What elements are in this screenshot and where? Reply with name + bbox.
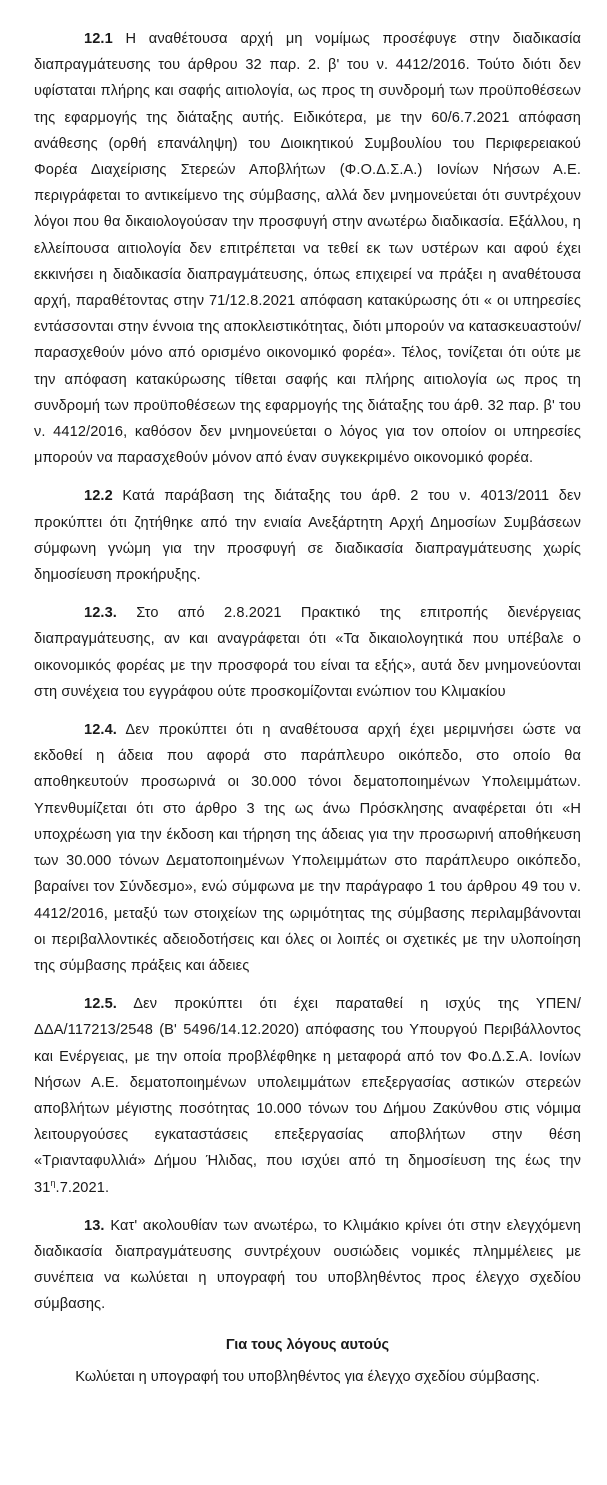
- paragraph-number: 12.2: [84, 488, 113, 505]
- paragraph-text: Δεν προκύπτει ότι έχει παραταθεί η ισχύς της ΥΠΕΝ/ΔΔΑ/117213/2548 (Β' 5496/14.12.2020) απόφασης του Υπουργού Περιβάλλοντος και Ενέργειας, με την οποία προβλέφθηκε η μεταφορά από τον Φο.Δ.Σ.Α. Ιονίων Νήσων Α.Ε. δεματοποιημένων υπολειμμάτων επεξεργασίας αστικών στερεών αποβλήτων μέγιστης ποσότητας 10.000 τόνων του Δήμου Ζακύνθου στις νόμιμα λειτουργούσες εγκαταστάσεις επεξεργασίας αποβλήτων στην θέση «Τριανταφυλλιά» Δήμου Ήλιδας, που ισχύει από τη δημοσίευση της έως την 31: [34, 996, 581, 1196]
- section-heading: Για τους λόγους αυτούς: [225, 1336, 390, 1353]
- paragraph-number: 13.: [84, 1217, 105, 1234]
- paragraph-text: Κατ' ακολουθίαν των ανωτέρω, το Κλιμάκιο κρίνει ότι στην ελεγχόμενη διαδικασία διαπραγμάτευσης συντρέχουν ουσιώδεις νομικές πλημμέλειες με συνέπεια να κωλύεται η υπογραφή του υποβληθέντος προς έλεγχο σχεδίου σύμβασης.: [34, 1217, 581, 1313]
- superscript: η: [50, 1177, 56, 1188]
- paragraph-12-4: [34, 717, 581, 979]
- paragraph-12-2: [34, 483, 581, 588]
- paragraph-text-end: .7.2021.: [55, 1179, 110, 1196]
- paragraph-number: 12.4.: [84, 722, 117, 739]
- paragraph-12-1: [34, 26, 581, 471]
- paragraph-text: Δεν προκύπτει ότι η αναθέτουσα αρχή έχει μεριμνήσει ώστε να εκδοθεί η άδεια που αφορά στο παράπλευρο οικόπεδο, στο οποίο θα αποθηκευτούν προσωρινά οι 30.000 τόνοι δεματοποιημένων Υπολειμμάτων. Υπενθυμίζεται ότι στο άρθρο 3 της ως άνω Πρόσκλησης αναφέρεται ότι «Η υποχρέωση για την έκδοση και τήρηση της άδειας για την προσωρινή αποθήκευση των 30.000 τόνων Δεματοποιημένων Υπολειμμάτων στο παράπλευρο οικόπεδο, βαραίνει τον Σύνδεσμο», ενώ σύμφωνα με την παράγραφο 1 του άρθρου 49 του ν. 4412/2016, μεταξύ των στοιχείων της ωριμότητας της σύμβασης περιλαμβάνονται οι περιβαλλοντικές αδειοδοτήσεις και όλες οι λοιπές οι σχετικές με την υλοποίηση της σύμβασης πράξεις και άδειες: [34, 722, 581, 974]
- paragraph-12-5: [34, 991, 581, 1201]
- closing-statement: Κωλύεται η υπογραφή του υποβληθέντος για έλεγχο σχεδίου σύμβασης.: [75, 1368, 540, 1385]
- paragraph-12-3: [34, 600, 581, 705]
- paragraph-text: Κατά παράβαση της διάταξης του άρθ. 2 του ν. 4013/2011 δεν προκύπτει ότι ζητήθηκε από την ενιαία Ανεξάρτητη Αρχή Δημοσίων Συμβάσεων σύμφωνη γνώμη για την προσφυγή σε διαδικασία διαπραγμάτευσης χωρίς δημοσίευση προκήρυξης.: [34, 488, 581, 584]
- paragraph-number: 12.5.: [84, 996, 117, 1013]
- paragraph-number: 12.1: [84, 31, 113, 47]
- paragraph-number: 12.3.: [84, 605, 117, 622]
- paragraph-text: Στο από 2.8.2021 Πρακτικό της επιτροπής διενέργειας διαπραγμάτευσης, αν και αναγράφεται ότι «Τα δικαιολογητικά που υπέβαλε ο οικονομικός φορέας με την προσφορά του είναι τα εξής», αυτά δεν μνημονεύονται στη συνέχεια του εγγράφου ούτε προσκομίζονται ενώπιον του Κλιμακίου: [34, 605, 582, 700]
- paragraph-13: [34, 1213, 581, 1318]
- paragraph-text: Η αναθέτουσα αρχή μη νομίμως προσέφυγε στην διαδικασία διαπραγμάτευσης του άρθρου 32 παρ. 2. β' του ν. 4412/2016. Τούτο διότι δεν υφίσταται πλήρης και σαφής αιτιολογία, ως προς τη συνδρομή των προϋποθέσεων της εφαρμογής της διάταξης αυτής. Ειδικότερα, με την 60/6.7.2021 απόφαση ανάθεσης (ορθή επανάληψη) του Διοικητικού Συμβουλίου του Περιφερειακού Φορέα Διαχείρισης Στερεών Αποβλήτων (Φ.Ο.Δ.Σ.Α.) Ιονίων Νήσων Α.Ε. περιγράφεται το αντικείμενο της σύμβασης, αλλά δεν μνημονεύεται ότι συντρέχουν λόγοι που θα δικαιολογούσαν την προσφυγή στην ανωτέρω διαδικασία. Εξάλλου, η ελλείπουσα αιτιολογία δεν επιτρέπεται να τεθεί εκ των υστέρων και αφού έχει εκκινήσει η διαδικασία διαπραγμάτευσης, όπως επιχειρεί να πράξει η αναθέτουσα αρχή, παραθέτοντας στην 71/12.8.2021 απόφαση κατακύρωσης ότι « οι υπηρεσίες εντάσσονται στην έννοια της αποκλειστικότητας, διότι μπορούν να κατασκευαστούν/παρασχεθούν μόνο από ορισμένο οικονομικό φορέα». Τέλος, τονίζεται ότι ούτε με την απόφαση κατακύρωσης τίθεται σαφής και πλήρης αιτιολογία ως προς τη συνδρομή των προϋποθέσεων της εφαρμογής της διάταξης του άρθ. 32 παρ. β' του ν. 4412/2016, καθόσον δεν μνημονεύεται ο λόγος για τον οποίον οι υπηρεσίες μπορούν να παρασχεθούν μόνον από έναν συγκεκριμένο οικονομικό φορέα.: [34, 31, 582, 467]
